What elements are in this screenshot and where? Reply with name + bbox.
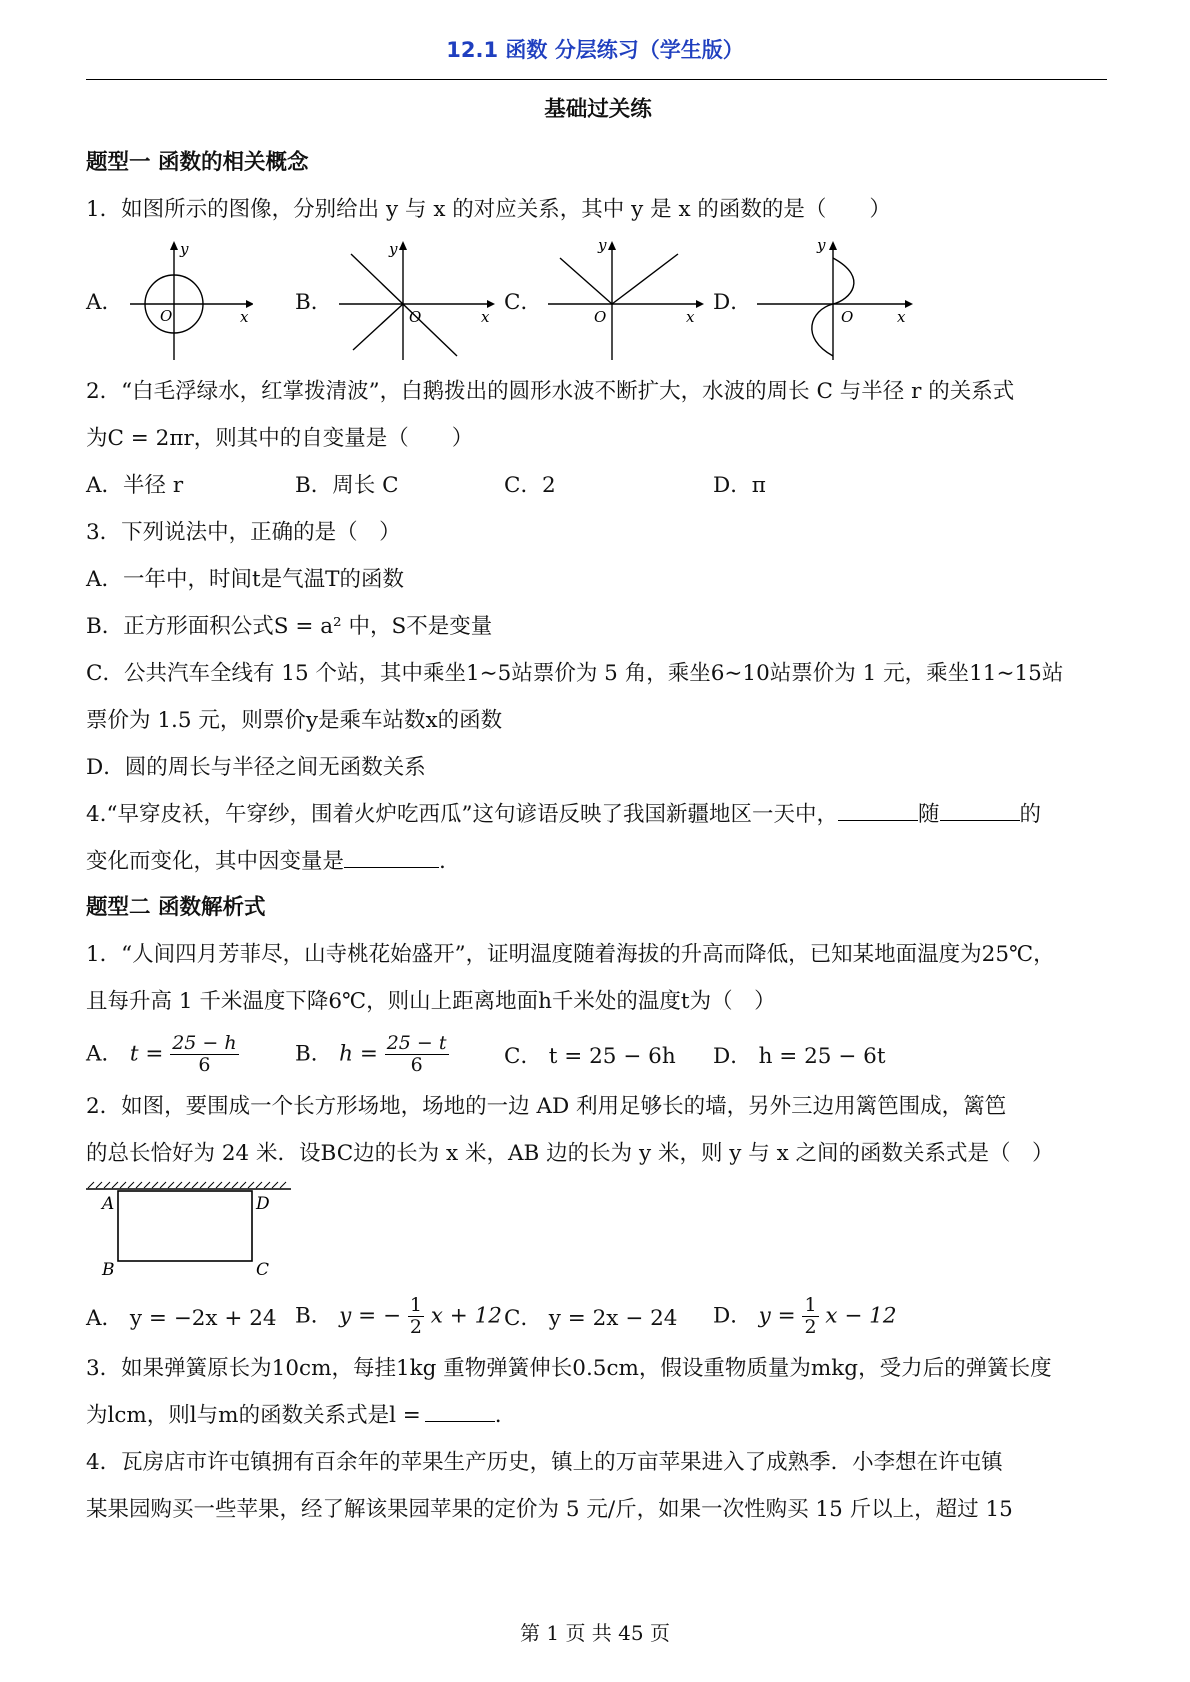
t1-q2-option-c: C．2 [504, 473, 556, 498]
t2-q2-option-d-rhs: x − 12 [825, 1303, 897, 1328]
t2-q1-option-a-denominator: 6 [198, 1053, 211, 1076]
t2-q2-option-c: C． y = 2x − 24 [504, 1305, 678, 1331]
graph-d-origin-label: O [841, 308, 854, 326]
t2-q1-option-a-fraction [170, 1033, 238, 1076]
page-footer: 第 1 页 共 45 页 [520, 1621, 670, 1645]
t2-q1-option-b-denominator: 6 [410, 1053, 423, 1076]
t1-q4-line1 [86, 791, 1110, 838]
t2-q1-option-a-label: A． [86, 1041, 124, 1066]
t1-q2-options [86, 462, 1110, 509]
graph-b-y-label: y [389, 240, 398, 258]
graph-d-s-curve [755, 238, 915, 363]
t2-q3-line2 [86, 1392, 1110, 1439]
t2-q2-line1: 2．如图，要围成一个长方形场地，场地的一边 AD 利用足够长的墙，另外三边用篱笆围成，篱笆 [86, 1094, 1007, 1119]
t1-q1-stem: 1．如图所示的图像，分别给出 y 与 x 的对应关系，其中 y 是 x 的函数的是（ ） [86, 197, 891, 222]
t1-q2-option-a: A．半径 r [86, 473, 184, 498]
graph-c-y-label: y [598, 238, 607, 254]
t2-q2-option-b-rhs: x + 12 [430, 1303, 502, 1328]
t1-q2-option-d: D．π [713, 473, 766, 498]
graph-c-label: C． [504, 290, 542, 315]
t2-q1-option-a-lhs: t = [129, 1041, 164, 1066]
t2-q4-line1: 4．瓦房店市许屯镇拥有百余年的苹果生产历史，镇上的万亩苹果进入了成熟季．小李想在许屯镇 [86, 1450, 1003, 1475]
graph-c-origin-label: O [594, 308, 607, 326]
graph-b-crossing-lines [337, 238, 497, 363]
t2-q2-line2: 的总长恰好为 24 米．设BC边的长为 x 米，AB 边的长为 y 米，则 y 与 x 之间的函数关系式是（ ） [86, 1141, 1054, 1166]
graph-a-circle [128, 238, 253, 363]
t1-q3-option-c2: 票价为 1.5 元，则票价y是乘车站数x的函数 [86, 708, 503, 733]
section-title: 基础过关练 [544, 97, 652, 122]
fig-label-d: D [256, 1194, 270, 1214]
t2-q2-option-b-denominator: 2 [409, 1315, 422, 1338]
graph-d-y-label: y [817, 238, 826, 254]
t2-q2-option-d-label: D． [713, 1303, 752, 1328]
t2-q2-option-d-denominator: 2 [804, 1315, 817, 1338]
graph-a-x-label: x [240, 308, 249, 326]
t2-q1-option-b-lhs: h = [339, 1041, 378, 1066]
t2-q3-blank[interactable] [425, 1399, 495, 1422]
t1-q4-text5: . [439, 849, 446, 874]
graph-option-a [86, 238, 295, 363]
t1-q4-text3: 的 [1019, 802, 1042, 827]
t1-q4-blank1[interactable] [838, 798, 918, 821]
rectangle-wall-diagram [86, 1177, 306, 1287]
header-divider [86, 79, 1107, 80]
t2-q2-option-d [713, 1295, 922, 1338]
t2-q2-option-d-fraction [802, 1295, 818, 1338]
t2-q3-text2: . [494, 1403, 502, 1428]
graph-c-v-shape [546, 238, 706, 363]
t2-q2-option-b-lhs: y = − [339, 1303, 402, 1328]
fig-label-a: A [102, 1194, 115, 1214]
t2-q3-text1: 为lcm，则l与m的函数关系式是l = [86, 1403, 421, 1428]
t2-q2-option-d-lhs: y = [758, 1303, 796, 1328]
t1-q3-option-b: B．正方形面积公式S = a² 中，S不是变量 [86, 614, 493, 639]
t2-q2-option-d-numerator: 1 [804, 1293, 817, 1316]
t2-q2-option-b-fraction [408, 1295, 424, 1338]
t1-q2-line2: 为C = 2πr，则其中的自变量是（ ） [86, 426, 474, 451]
t2-q1-option-a-numerator: 25 − h [172, 1031, 237, 1054]
t1-q3-option-c1: C．公共汽车全线有 15 个站，其中乘坐1∼5站票价为 5 角，乘坐6∼10站票价为 1 元，乘坐11∼15站 [86, 661, 1064, 686]
graph-b-origin-label: O [409, 308, 422, 326]
t2-q2-figure [86, 1177, 1110, 1287]
t2-q1-options [86, 1025, 1110, 1083]
graph-option-d [713, 238, 922, 363]
t2-q1-line2: 且每升高 1 千米温度下降6℃，则山上距离地面h千米处的温度t为（ ） [86, 989, 776, 1014]
t2-q1-option-d: D． h = 25 − 6t [713, 1043, 886, 1069]
t1-q4-text4: 变化而变化，其中因变量是 [86, 849, 345, 874]
t2-q1-option-b [295, 1033, 504, 1076]
t1-q3-option-d: D．圆的周长与半径之间无函数关系 [86, 755, 426, 780]
t2-q1-option-b-numerator: 25 − t [386, 1031, 447, 1054]
t1-q4-text1: 4.“早穿皮袄，午穿纱，围着火炉吃西瓜”这句谚语反映了我国新疆地区一天中， [86, 802, 838, 827]
t1-q4-blank3[interactable] [344, 845, 439, 868]
t2-q3-line1: 3．如果弹簧原长为10cm，每挂1kg 重物弹簧伸长0.5cm，假设重物质量为mkg，受力后的弹簧长度 [86, 1356, 1052, 1381]
t2-q1-option-c: C． t = 25 − 6h [504, 1043, 676, 1069]
graph-d-label: D． [713, 290, 752, 315]
page-header-title: 12.1 函数 分层练习（学生版） [446, 38, 744, 62]
t2-q1-line1: 1．“人间四月芳菲尽，山寺桃花始盛开”，证明温度随着海拔的升高而降低，已知某地面温度为25℃， [86, 942, 1055, 967]
graph-a-y-label: y [180, 240, 189, 258]
t1-q4-blank2[interactable] [940, 798, 1020, 821]
graph-a-origin-label: O [160, 307, 173, 325]
t1-q4-text2: 随 [918, 802, 940, 827]
t2-q4-line2: 某果园购买一些苹果，经了解该果园苹果的定价为 5 元/斤，如果一次性购买 15 斤以上，超过 15 [86, 1497, 1013, 1522]
t2-q1-option-a [86, 1033, 295, 1076]
graph-option-b [295, 238, 504, 363]
t1-q4-line2 [86, 838, 1110, 885]
t1-q2-option-b: B．周长 C [295, 473, 399, 498]
graph-c-x-label: x [686, 308, 695, 326]
t2-q2-option-b-numerator: 1 [409, 1293, 422, 1316]
content [86, 92, 1110, 1533]
t2-q2-option-b [295, 1295, 504, 1338]
t1-q2-line1: 2．“白毛浮绿水，红掌拨清波”，白鹅拨出的圆形水波不断扩大，水波的周长 C 与半径 r 的关系式 [86, 379, 1015, 404]
t2-q2-option-a: A． y = −2x + 24 [86, 1305, 277, 1331]
type2-heading: 题型二 函数解析式 [86, 895, 266, 920]
graph-a-label: A． [86, 290, 124, 315]
t2-q2-options [86, 1287, 1110, 1345]
t1-q3-stem: 3．下列说法中，正确的是（ ） [86, 520, 401, 545]
graph-option-c [504, 238, 713, 363]
fig-label-b: B [102, 1260, 115, 1280]
graph-b-label: B． [295, 290, 333, 315]
t2-q2-option-b-label: B． [295, 1303, 333, 1328]
t1-q3-option-a: A．一年中，时间t是气温T的函数 [86, 567, 405, 592]
graph-b-x-label: x [481, 308, 490, 326]
graph-d-x-label: x [897, 308, 906, 326]
t2-q1-option-b-fraction [385, 1033, 449, 1076]
type1-heading: 题型一 函数的相关概念 [86, 150, 309, 175]
fig-label-c: C [256, 1260, 270, 1280]
t1-q1-graphs [86, 233, 1110, 368]
t2-q1-option-b-label: B． [295, 1041, 333, 1066]
